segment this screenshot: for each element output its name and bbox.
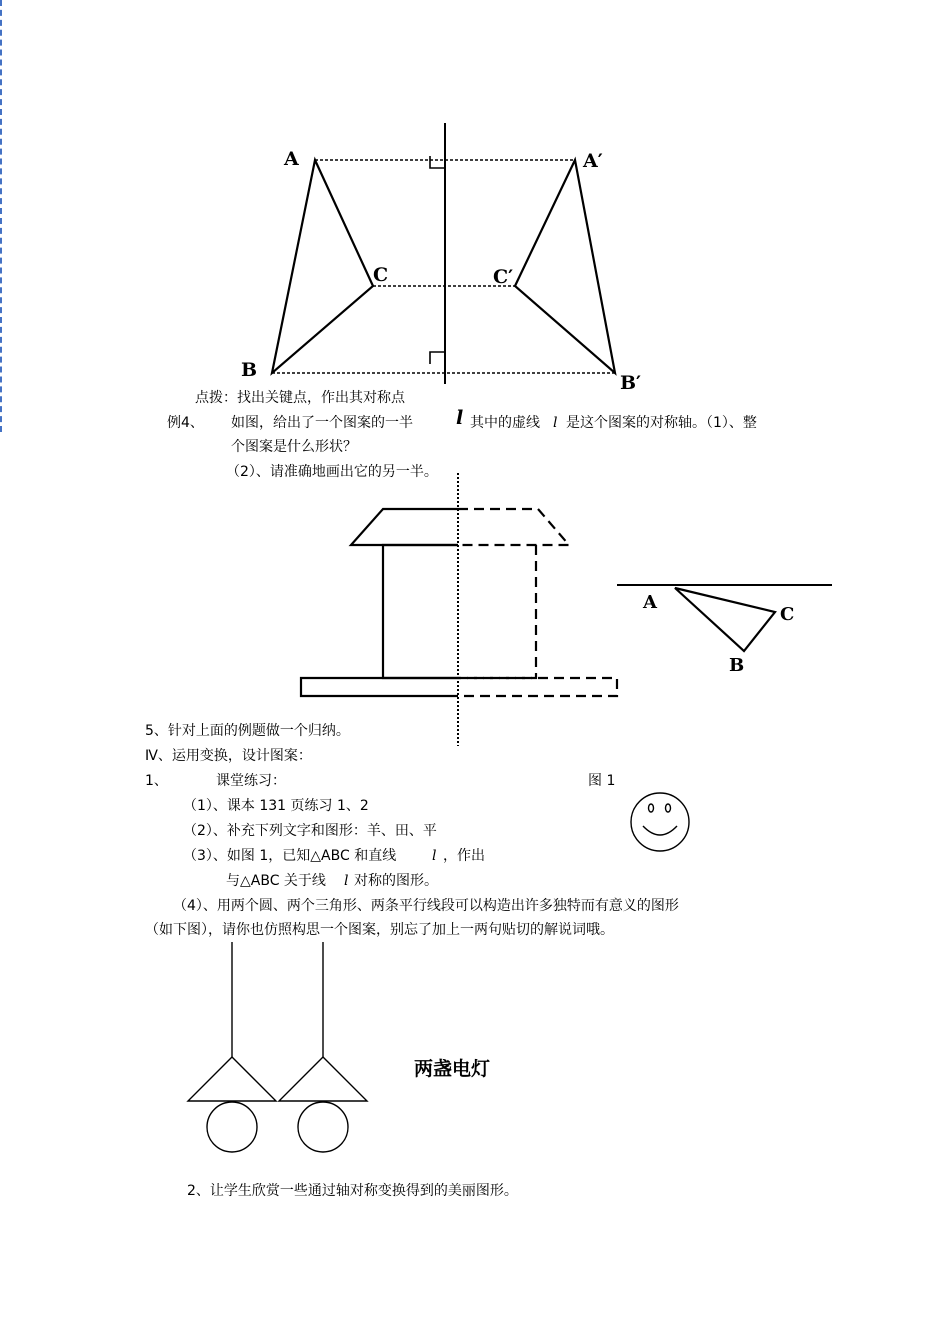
lamp2-shade xyxy=(279,1057,367,1101)
example4-l-italic: l xyxy=(553,415,558,431)
example4-l-symbol: l xyxy=(456,407,464,429)
lamp2-bulb xyxy=(298,1102,348,1152)
figure1-caption: 图 1 xyxy=(588,773,616,789)
practice-item-1: （1）、课本 131 页练习 1、2 xyxy=(183,798,369,814)
triangle-label-b: B xyxy=(729,655,745,676)
label-b: B xyxy=(241,359,258,381)
lamp-title: 两盏电灯 xyxy=(414,1058,491,1080)
label-c: C xyxy=(373,264,389,286)
practice-item-4-line1: （4）、用两个圆、两个三角形、两条平行线段可以构造出许多独特而有意义的图形 xyxy=(173,898,679,914)
practice-item-3a: （3）、如图 1，已知△ABC 和直线 xyxy=(183,848,397,864)
triangle-label-c: C xyxy=(780,604,795,625)
practice-title: 课堂练习： xyxy=(216,773,286,789)
practice-item-3-line2-l: l xyxy=(344,873,349,889)
example4-line3: （2）、请准确地画出它的另一半。 xyxy=(226,464,438,480)
example4-number: 例4、 xyxy=(167,415,204,431)
example4-line2: 个图案是什么形状？ xyxy=(231,439,357,455)
label-c-prime: C′ xyxy=(493,266,514,288)
practice-item-2: （2）、补充下列文字和图形：羊、田、平 xyxy=(183,823,437,839)
triangle-label-a: A xyxy=(643,592,657,613)
label-a-prime: A′ xyxy=(583,150,603,172)
example4-text-b: 其中的虚线 xyxy=(470,415,540,431)
hint-text: 点拨：找出关键点，作出其对称点 xyxy=(195,390,405,406)
label-a: A xyxy=(284,148,299,170)
lamp1-shade xyxy=(188,1057,276,1101)
practice-item-3b: ，作出 xyxy=(443,848,485,864)
practice-number: 1、 xyxy=(145,773,168,789)
section4-heading: Ⅳ、运用变换，设计图案： xyxy=(145,748,312,764)
example4-text-c: 是这个图案的对称轴。（1）、整 xyxy=(566,415,757,431)
item2-text: 2、让学生欣赏一些通过轴对称变换得到的美丽图形。 xyxy=(187,1183,518,1199)
lamp1-bulb xyxy=(207,1102,257,1152)
label-b-prime: B′ xyxy=(620,372,642,394)
example4-text-a: 如图，给出了一个图案的一半 xyxy=(231,415,413,431)
item5-text: 5、针对上面的例题做一个归纳。 xyxy=(145,723,350,739)
practice-item-4-line2: （如下图），请你也仿照构思一个图案，别忘了加上一两句贴切的解说词哦。 xyxy=(145,922,614,938)
practice-item-3-l: l xyxy=(432,848,437,864)
practice-item-3-line2b: 对称的图形。 xyxy=(354,873,438,889)
practice-item-3-line2a: 与△ABC 关于线 xyxy=(226,873,326,889)
